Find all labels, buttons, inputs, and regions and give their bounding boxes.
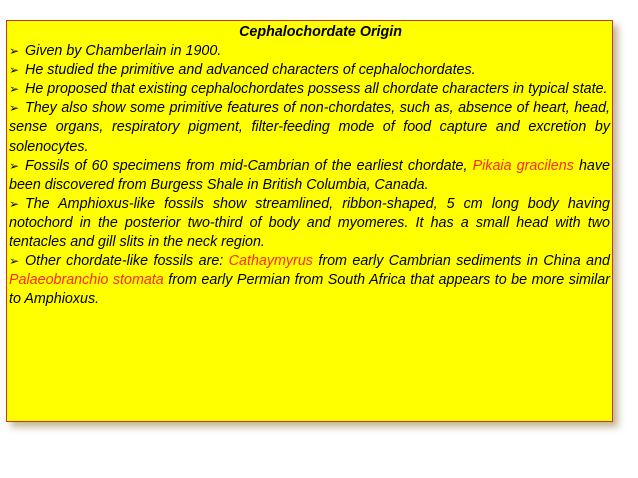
list-item xyxy=(9,80,610,99)
species-name: Pikaia gracilens xyxy=(472,157,574,174)
list-item xyxy=(9,157,610,195)
list-item xyxy=(9,61,610,80)
list-item xyxy=(9,99,610,156)
arrow-right-icon: ➢ xyxy=(9,44,20,59)
point-text: from early Cambrian sediments in China and xyxy=(318,253,610,270)
point-text: The Amphioxus-like fossils show streamlined, ribbon-shaped, 5 cm long body having notochord in the posterior two-third of body and myomeres. It has a small head with two tentacles and gill slits in the neck region. xyxy=(9,195,610,251)
arrow-right-icon: ➢ xyxy=(9,158,20,173)
arrow-right-icon: ➢ xyxy=(9,196,20,211)
point-text: He studied the primitive and advanced characters of cephalochordates. xyxy=(25,62,476,79)
slide-title: Cephalochordate Origin xyxy=(239,24,402,40)
point-text: have been discovered from Burgess Shale in British Columbia, Canada. xyxy=(9,157,610,193)
species-name: Cathaymyrus xyxy=(228,253,313,270)
point-text: Other chordate-like fossils are: xyxy=(25,253,224,270)
arrow-right-icon: ➢ xyxy=(9,63,20,78)
list-item xyxy=(9,252,610,309)
point-text: from early Permian from South Africa that appears to be more similar to Amphioxus. xyxy=(9,272,611,308)
arrow-right-icon: ➢ xyxy=(9,254,20,269)
point-text: Fossils of 60 specimens from mid-Cambrian of the earliest chordate, xyxy=(25,157,468,174)
arrow-right-icon: ➢ xyxy=(9,101,20,116)
content-panel xyxy=(6,20,613,422)
species-name: Palaeobranchio stomata xyxy=(9,272,164,289)
point-text: Given by Chamberlain in 1900. xyxy=(25,43,222,60)
point-text: He proposed that existing cephalochordates possess all chordate characters in typical state. xyxy=(25,81,608,98)
arrow-right-icon: ➢ xyxy=(9,82,20,97)
point-text: They also show some primitive features of non-chordates, such as, absence of heart, head, sense organs, respiratory pigment, filter-feeding mode of food capture and excretion by solenocytes. xyxy=(9,100,610,155)
list-item xyxy=(9,42,610,61)
list-item xyxy=(9,195,610,252)
